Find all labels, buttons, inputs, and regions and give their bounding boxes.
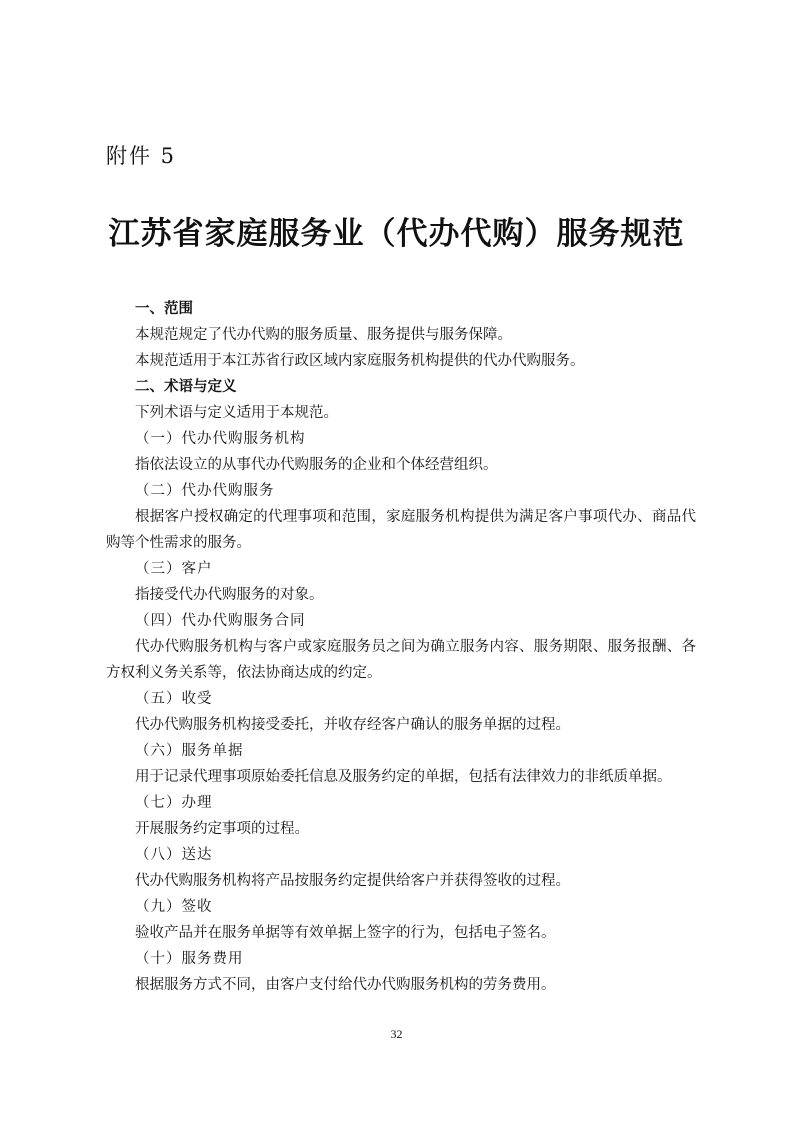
term-heading: （七）办理 bbox=[135, 795, 213, 811]
term-heading: （六）服务单据 bbox=[135, 743, 244, 759]
term-heading: （三）客户 bbox=[135, 561, 213, 577]
term-definition: 指依法设立的从事代办代购服务的企业和个体经营组织。 bbox=[135, 457, 498, 473]
term-heading: （四）代办代购服务合同 bbox=[135, 613, 306, 629]
term-definition: 指接受代办代购服务的对象。 bbox=[135, 587, 324, 603]
scope-paragraph: 本规范规定了代办代购的服务质量、服务提供与服务保障。 bbox=[135, 327, 512, 343]
term-heading: （二）代办代购服务 bbox=[135, 483, 275, 499]
term-definition: 用于记录代理事项原始委托信息及服务约定的单据，包括有法律效力的非纸质单据。 bbox=[135, 769, 672, 785]
term-heading: （九）签收 bbox=[135, 899, 213, 915]
section-heading-scope: 一、范围 bbox=[135, 301, 193, 317]
scope-paragraph: 本规范适用于本江苏省行政区域内家庭服务机构提供的代办代购服务。 bbox=[135, 353, 585, 369]
document-title: 江苏省家庭服务业（代办代购）服务规范 bbox=[108, 216, 685, 252]
term-heading: （十）服务费用 bbox=[135, 951, 244, 967]
term-heading: （八）送达 bbox=[135, 847, 213, 863]
term-definition: 开展服务约定事项的过程。 bbox=[135, 821, 309, 837]
term-heading: （一）代办代购服务机构 bbox=[135, 431, 306, 447]
term-definition: 代办代购服务机构接受委托，并收存经客户确认的服务单据的过程。 bbox=[135, 717, 570, 733]
term-heading: （五）收受 bbox=[135, 691, 213, 707]
section-heading-terms: 二、术语与定义 bbox=[135, 379, 237, 395]
term-definition: 根据客户授权确定的代理事项和范围，家庭服务机构提供为满足客户事项代办、商品代购等个性需求的服务。 bbox=[106, 509, 696, 551]
term-definition: 验收产品并在服务单据等有效单据上签字的行为，包括电子签名。 bbox=[135, 925, 556, 941]
term-definition: 代办代购服务机构将产品按服务约定提供给客户并获得签收的过程。 bbox=[135, 873, 570, 889]
terms-intro: 下列术语与定义适用于本规范。 bbox=[135, 405, 338, 421]
page-number: 32 bbox=[390, 1027, 403, 1041]
term-definition: 代办代购服务机构与客户或家庭服务员之间为确立服务内容、服务期限、服务报酬、各方权利义务关系等，依法协商达成的约定。 bbox=[106, 639, 696, 681]
term-definition: 根据服务方式不同，由客户支付给代办代购服务机构的劳务费用。 bbox=[135, 977, 556, 993]
document-body bbox=[106, 296, 696, 998]
attachment-label: 附件 5 bbox=[106, 144, 177, 168]
